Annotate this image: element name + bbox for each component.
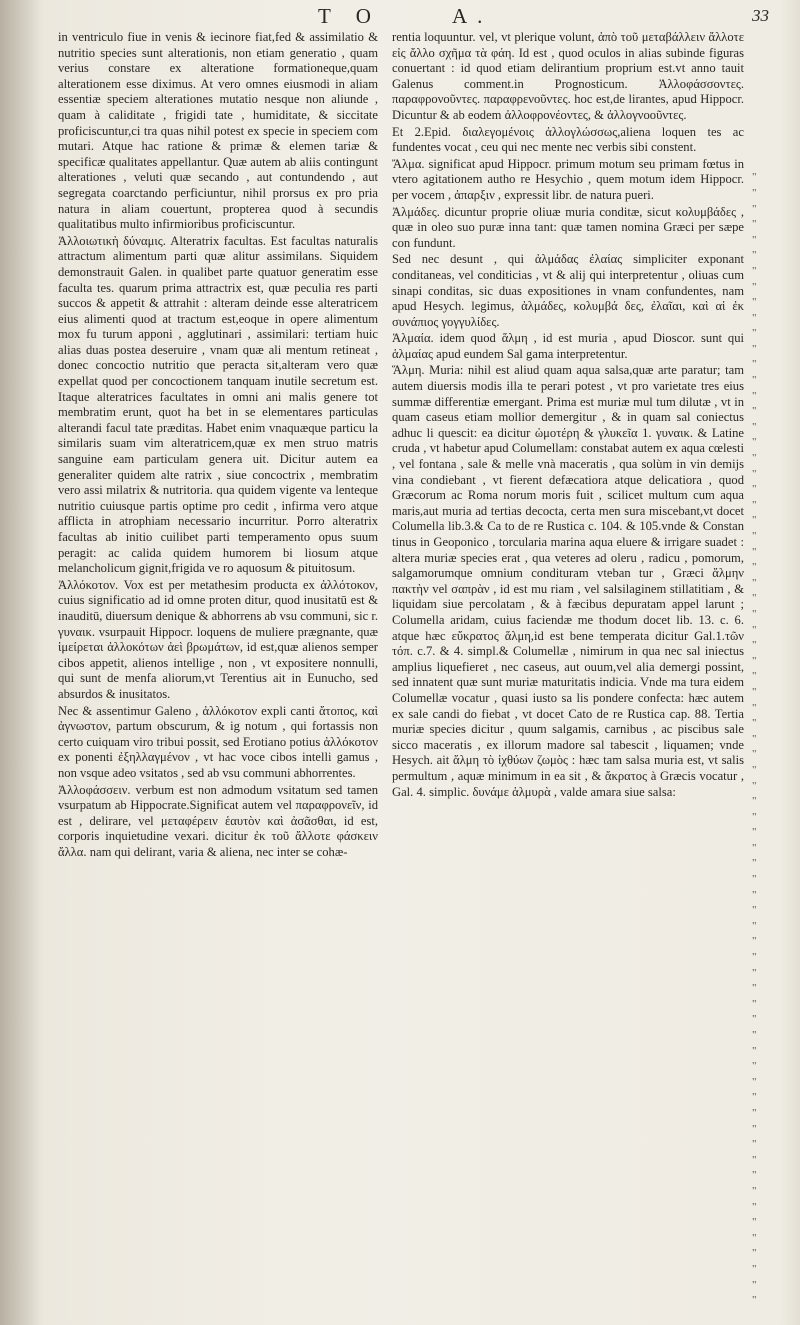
quote-mark: "	[752, 810, 757, 823]
quote-mark	[752, 124, 780, 140]
quote-mark: "	[752, 888, 757, 901]
quote-mark: "	[752, 514, 757, 527]
page-number: 33	[752, 6, 769, 25]
quote-mark	[752, 139, 780, 155]
quote-mark: "	[752, 607, 757, 620]
paragraph: Et 2.Epid. διαλεγομένοις ἀλλογλώσσως,aliena loquen tes ac fundentes vocat , ceu qui nec mente nec verbis sibi constent.	[392, 124, 744, 155]
quote-mark: "	[752, 904, 757, 917]
quote-mark: "	[752, 592, 757, 605]
quote-mark: "	[752, 1153, 757, 1166]
quote-mark: "	[752, 779, 757, 792]
quote-mark: "	[752, 1091, 757, 1104]
quote-mark: "	[752, 374, 757, 387]
quote-mark: "	[752, 218, 757, 231]
quote-mark: "	[752, 701, 757, 714]
quote-mark: "	[752, 1138, 757, 1151]
quote-mark: "	[752, 685, 757, 698]
quote-mark: "	[752, 748, 757, 761]
quote-mark: "	[752, 982, 757, 995]
quotation-marks-margin	[752, 30, 780, 1309]
right-column	[392, 30, 744, 801]
quote-mark: "	[752, 576, 757, 589]
quote-mark	[752, 30, 780, 46]
quote-mark: "	[752, 327, 757, 340]
quote-mark: "	[752, 873, 757, 886]
quote-mark: "	[752, 467, 757, 480]
quote-mark: "	[752, 1200, 757, 1213]
quote-mark: "	[752, 545, 757, 558]
paragraph: in ventriculo fiue in venis & iecinore fiat,fed & assimilatio & nutritio species sunt alterationis, non etiam generatio , quam verius constare ex alteratione formationeque,quam alterationem esse diximus. At vero omnes eiusmodi in aliam essentiæ speciem alterationes mutatio nesque non aliunde , quam à caliditate , frigidi tate , humiditate, & siccitate proficiscuntur,ci tra quas nihil potest ex specie in speciem com mutari. Atque hac ratione & primæ & elemen tariæ & specificæ qualitates appellantur. Quæ autem ab aliis contingunt alterationes , veluti quæ secando , aut contundendo , aut segregata coarctando perficiuntur, nihil prorsus ex pro pria natura in aliam couertunt, propterea quod à secundis qualitatibus multo infirmioribus proficiscuntur.	[58, 30, 378, 232]
quote-mark: "	[752, 1216, 757, 1229]
quote-mark: "	[752, 763, 757, 776]
quote-mark: "	[752, 264, 757, 277]
left-column	[58, 30, 378, 861]
entry-halmaia: Ἁλμαία. idem quod ἅλμη , id est muria , apud Dioscor. sunt qui ἁλμαίας apud eundem Sal gama interpretentur.	[392, 331, 744, 361]
entry-halme: Ἅλμη. Muria: nihil est aliud quam aqua salsa,quæ arte paratur; tam autem diuersis modis illa te perari potest , vt pro varietate tres eius summæ differentiæ emergant. Prima est muriæ mul tum dilutæ , vt in quam caseus etiam mollior demergitur , & in quam sal coniectus adhuc li quescit: ea dicitur ὠμοτέρη & γλυκεῖα 1. γυναικ. & Latine cruda , vt habetur apud Columellam: constabat autem ex aqua cœlesti , vel fontana , sale & melle vnà maceratis , qua solùm in vin demijs vina condiebant , vt fierent defæcatiora atque delicatiora , quod Græcorum ac Roma norum moris fuit , scilicet multum cum aqua maris,aut muria ad tertias decocta, certa men sura miscebant,vt docet Columella lib.3.& Ca to de re Rustica c. 104. & 105.vnde & Constan tinus in Geoponico , torcularia marina aqua eluere & irrigare suadet : altera muriæ species erat , qua veteres ad oleru , radicu , pomorum, salgamorumque omnium condituram vteban tur , Græci ἅλμην πακτὴν vel σαπρὰν , id est mu riam , vel salsilaginem stillatitiam , & liquidam siue percolatam , & à fæcibus depuratam appel larunt ; Columella aridam, cuius faciendæ me thodum docet lib. 13. c. 6. atque hæc εὔκρατος ἅλμη,id est bene temperata dicitur Gal.1.τῶν τόπ. c.7. & 4. simpl.& Columellæ , nimirum in qua nec sal iniectus amplius liquefieret , nec caseus, aut ouum,vel alia demergi possint, sed innatent quæ sunt muriæ maturitatis indicia. Vnde ma tura eidem Columellæ vocatur , quasi iusto sa lis pondere confecta: hæc autem ex sale candi do fiebat , vt docet Cato de re Rustica cap. 88. Tertia muriæ species dicitur , quum salgamis, carnibus , ac piscibus sale sicco maceratis , ex illorum madore sal tabescit , liquamen; vnde Hesych. ait ἅλμη τὸ ἰχθύων ζωμὸς : hæc tam salsa muria est, vt salis permultum , aquæ minimum in ea sit , & ἄκρατος à Græcis vocatur , Gal. 4. simplic. δυνάμε ἁλμυρὰ , valde amara siue salsa:	[392, 363, 744, 799]
quote-mark: "	[752, 1075, 757, 1088]
quote-mark	[752, 46, 780, 62]
quote-mark: "	[752, 1122, 757, 1135]
quote-mark: "	[752, 795, 757, 808]
entry-alma: Ἄλμα. significat apud Hippocr. primum motum seu primam fœtus in vtero agitationem autho re Hesychio , quem motum idem Hippocr. per vocem , ἀπαρξιν , expressit libr. de natura pueri.	[392, 156, 744, 202]
quote-mark: "	[752, 420, 757, 433]
quote-mark	[752, 61, 780, 77]
quote-mark: "	[752, 1060, 757, 1073]
quote-mark: "	[752, 296, 757, 309]
quote-mark: "	[752, 389, 757, 402]
quote-mark: "	[752, 919, 757, 932]
entry-allokoton: Ἀλλόκοτον. Vox est per metathesim producta ex ἀλλότοκον, cuius significatio ad id omne proten ditur, quod inusitatū est & inauditū, diuersum denique & abhorrens ab vsu communi, sic r. γυναικ. vsurpauit Hippocr. loquens de muliere prægnante, quæ ἱμείρεται ἀλλοκότων ἀεὶ βρωμάτων, id est,quæ alienos semper cibos appetit, alienos intellige , non , vt expositere nonnulli, qui sunt de menfa aliorum,vt Terentius ait in Eunucho, sed absurdos & inusitatos.	[58, 577, 378, 701]
quote-mark: "	[752, 623, 757, 636]
quote-mark: "	[752, 1278, 757, 1291]
quote-mark: "	[752, 186, 757, 199]
quote-mark: "	[752, 1029, 757, 1041]
quote-mark: "	[752, 171, 757, 184]
quote-mark: "	[752, 452, 757, 465]
quote-mark: "	[752, 436, 757, 449]
quote-mark	[752, 155, 780, 171]
quote-mark: "	[752, 202, 757, 215]
quote-mark: "	[752, 405, 757, 418]
quote-mark: "	[752, 639, 757, 652]
quote-mark: "	[752, 311, 757, 324]
quote-mark: "	[752, 951, 757, 964]
quote-mark: "	[752, 342, 757, 355]
quote-mark: "	[752, 530, 757, 542]
quote-mark: "	[752, 498, 757, 511]
quote-mark: "	[752, 966, 757, 979]
quote-mark: "	[752, 561, 757, 574]
quote-mark: "	[752, 997, 757, 1010]
quote-mark: "	[752, 857, 757, 870]
paragraph: rentia loquuntur. vel, vt plerique volunt, ἀπὸ τοῦ μεταβάλλειν ἄλλοτε εἰς ἄλλο σχῆμα τὰ φάη. Id est , quod oculos in alias subinde figuras conuertant : id quod etiam delirantium proprium est.vt anno tauit Galenus comment.in Prognosticum. Ἀλλοφάσσοντες. παραφρονοῦντες. παραφρενοῦντες. hoc est,de lirantes, apud Hippocr. Dicuntur & ab eodem ἀλλοφρονέοντες, & ἀλλογνοοῦντες.	[392, 30, 744, 122]
quote-mark	[752, 77, 780, 93]
quote-mark: "	[752, 841, 757, 854]
quote-mark: "	[752, 1184, 757, 1197]
quote-mark: "	[752, 1231, 757, 1244]
quote-mark: "	[752, 1262, 757, 1275]
quote-mark: "	[752, 1169, 757, 1182]
quote-mark: "	[752, 732, 757, 745]
quote-mark: "	[752, 280, 757, 293]
quote-mark: "	[752, 826, 757, 839]
quote-mark: "	[752, 358, 757, 371]
running-head-letter: A.	[452, 4, 493, 28]
quote-mark: "	[752, 717, 757, 730]
quote-mark: "	[752, 1106, 757, 1119]
running-head-left: T O	[318, 4, 381, 28]
entry-almades: Ἀλμάδες. dicuntur proprie oliuæ muria conditæ, sicut κολυμβάδες , quæ in oleo suo puræ inna tant: quæ tamen nomina Græci per sæpe con fundunt.	[392, 204, 744, 250]
entry-allophassein: Ἀλλοφάσσειν. verbum est non admodum vsitatum sed tamen vsurpatum ab Hippocrate.Significat autem vel παραφρονεῖν, id est , delirare, vel μεταφέρειν ἑαυτὸν καὶ ἀσᾶσθαι, id est, corporis inquietudine vexari. dicitur ἐκ τοῦ ἄλλοτε φάσκειν ἄλλα. nam qui delirant, varia & aliena, nec inter se cohæ-	[58, 782, 378, 859]
quote-mark: "	[752, 1294, 757, 1307]
paragraph: Nec & assentimur Galeno , ἀλλόκοτον expli canti ἄτοπος, καὶ ἀγνωστον, partum obscurum, & ig notum , qui fortassis non certo cuiquam viro tribui possit, sed Erotiano potius ἀλλόκοτον ex ponenti ἐξηλλαγμένον , vt hac voce cibos intelli gamus , non vsque adeo vsitatos , sed ab vsu communi abhorrentes.	[58, 703, 378, 780]
entry-alloiotike-dynamis: Ἀλλοιωτικὴ δύναμις. Alteratrix facultas. Est facultas naturalis attractum alimentum parti quæ alitur assimilans. Siquidem demonstrauit Galen. in qualibet parte quatuor generatim esse faculta tes. quarum prima attractrix est, quæ peculia res parti succos & appetit & attrahit : alteram deinde esse alteratricem eius alimenti quod at tractum est,eoque in opere alimentum mox fu turum apponi , agglutinari , assimilari: tertiam huic alias duas postea deseruire , vnam quæ ali mentum retineat , donec concoctio nutritio que peracta sit,alteram vero quæ expellat quod per concoctionem tanquam inutile secretum est. Itaque alteratrices facultates in omni ani malis genere tot membratim erunt, quot ha bet in se elementares particulas alterandi facul tate præditas. Habet enim vnaquæque particu la similaris suam vim alteratricem,quæ ex men struo matris sanguine eam particulam genera uit. Dicitur autem ea generaliter quidem alte ratrix , siue concoctrix , membratim vero assi milatrix & nutritoria. qua quidem vigente va lenteque nutritio cuiusque partis optime pro cedit , infirma vero atque afflicta in atrophiam necessario incurritur. Porro alteratrix facultas ab initio cuilibet parti temperamento opus suum peragit: ac calida quidem humorem bi liosum atque melancholicum gignit,frigida ve ro aquosum & pituitosum.	[58, 233, 378, 576]
quote-mark: "	[752, 654, 757, 667]
quote-mark: "	[752, 1044, 757, 1057]
quote-mark: "	[752, 670, 757, 683]
quote-mark: "	[752, 935, 757, 948]
quote-mark: "	[752, 483, 757, 496]
quote-mark: "	[752, 249, 757, 262]
quote-mark	[752, 92, 780, 108]
quote-mark: "	[752, 1013, 757, 1026]
binding-shadow	[0, 0, 44, 1325]
quote-mark	[752, 108, 780, 124]
quote-mark: "	[752, 1247, 757, 1260]
paragraph: Sed nec desunt , qui ἀλμάδας ἐλαίας simpliciter exponant conditaneas, vel conditicias , vt & alij qui interpretentur , oliuas cum sinapi conditas, sic duas expositiones in vnam confundentes, nam apud Hesych. legimus, ἀλμάδες, κολυμβά δες, ἐλαῖαι, καὶ αἱ ἐκ συνάπιος γογγυλίδες.	[392, 252, 744, 329]
quote-mark: "	[752, 233, 757, 246]
